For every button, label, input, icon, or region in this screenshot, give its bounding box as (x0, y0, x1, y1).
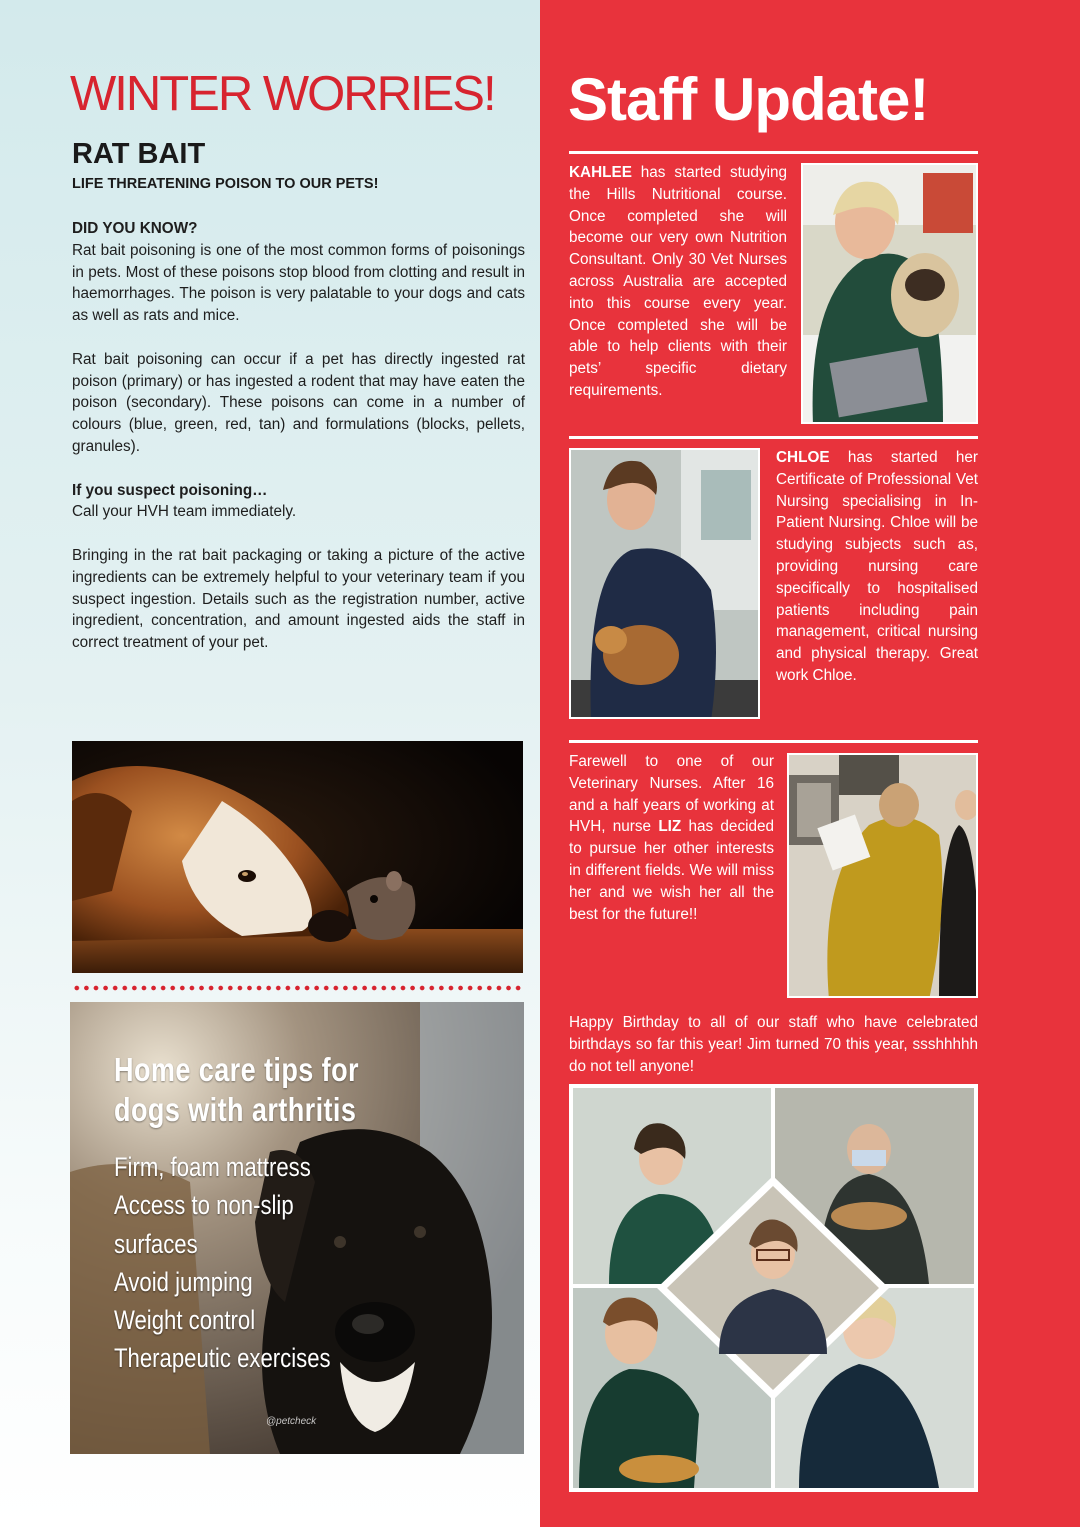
dotted-divider (72, 985, 523, 991)
arthritis-title (114, 1050, 426, 1130)
suspect-label: If you suspect poisoning… (72, 481, 268, 499)
tip-item: Avoid jumping (114, 1266, 253, 1297)
divider-rule (569, 436, 978, 439)
did-you-know-label: DID YOU KNOW? (72, 220, 198, 237)
liz-name: LIZ (658, 818, 682, 836)
kahlee-with-pug-illustration (803, 165, 978, 424)
paragraph-1: Rat bait poisoning is one of the most common forms of poisonings in pets. Most of these poisons stop blood from clotting and result in haemorrhages. The poison is very palatable to your dogs and cats as well as rats and mice. (72, 241, 525, 325)
tip-item: Firm, foam mattress (114, 1152, 311, 1182)
suspect-text: Call your HVH team immediately. (72, 503, 297, 521)
liz-farewell-photo (787, 753, 978, 998)
divider-rule (569, 740, 978, 743)
petcheck-credit: @petcheck (266, 1416, 317, 1427)
arthritis-title-line2: dogs with arthritis (114, 1091, 357, 1128)
liz-text-pre: Farewell to one of our Veterinary Nurses. After 16 and a half years of working at HVH, nurse (569, 753, 774, 836)
rat-bait-article (72, 218, 525, 676)
arthritis-tips-list (114, 1148, 409, 1378)
kahlee-name: KAHLEE (569, 164, 632, 181)
farewell-hug-illustration (789, 755, 978, 998)
chloe-with-dog-illustration (571, 450, 760, 719)
rat-bait-heading: RAT BAIT (72, 138, 206, 170)
winter-worries-title: WINTER WORRIES! (70, 67, 495, 121)
chloe-photo (569, 448, 760, 719)
birthday-collage-illustration (569, 1084, 978, 1492)
kahlee-photo (801, 163, 978, 424)
dog-and-rat-illustration (72, 741, 523, 973)
divider-rule (569, 151, 978, 154)
dog-and-rat-photo (72, 741, 523, 973)
liz-text (569, 751, 774, 925)
chloe-description: has started her Certificate of Professional Vet Nursing specialising in In-Patient Nursing. Chloe will be studying subjects such as, providing nursing care specifically to hospitalised patients including pain management, critical nursing and physical therapy. Great work Chloe. (776, 449, 979, 684)
birthday-collage (569, 1084, 978, 1492)
arthritis-title-line1: Home care tips for (114, 1051, 359, 1088)
chloe-text (776, 447, 978, 687)
staff-update-title: Staff Update! (568, 66, 929, 133)
arthritis-tips-card (70, 1002, 524, 1454)
tip-item: Therapeutic exercises (114, 1343, 331, 1374)
tip-item: Access to non-slip (114, 1190, 294, 1221)
liz-text-post: has decided to pursue her other interests in different fields. We will miss her and we wish her all the best for the future!! (569, 818, 775, 923)
birthday-text: Happy Birthday to all of our staff who have celebrated birthdays so far this year! Jim turned 70 this year, ssshhhhh do not tell anyone! (569, 1014, 978, 1075)
kahlee-description: has started studying the Hills Nutritional course. Once completed she will become our very own Nutrition Consultant. Only 30 Vet Nurses across Australia are accepted into this course every year. Once completed she will be able to help clients with their pets’ specific dietary requirements. (569, 164, 788, 399)
kahlee-text (569, 162, 787, 402)
tip-item: surfaces (114, 1228, 198, 1259)
tip-item: Weight control (114, 1305, 256, 1336)
paragraph-2: Rat bait poisoning can occur if a pet has directly ingested rat poison (primary) or has ingested a rodent that may have eaten the poison (secondary). These poisons can come in a number of colours (blue, green, red, tan) and formulations (blocks, pellets, granules). (72, 350, 525, 455)
chloe-name: CHLOE (776, 449, 830, 466)
rat-bait-subheading: LIFE THREATENING POISON TO OUR PETS! (72, 176, 379, 192)
paragraph-3: Bringing in the rat bait packaging or taking a picture of the active ingredients can be extremely helpful to your veterinary team if you suspect ingestion. Details such as the registration number, active ingredient, concentration, and amount ingested aids the staff in correct treatment of your pet. (72, 546, 525, 652)
